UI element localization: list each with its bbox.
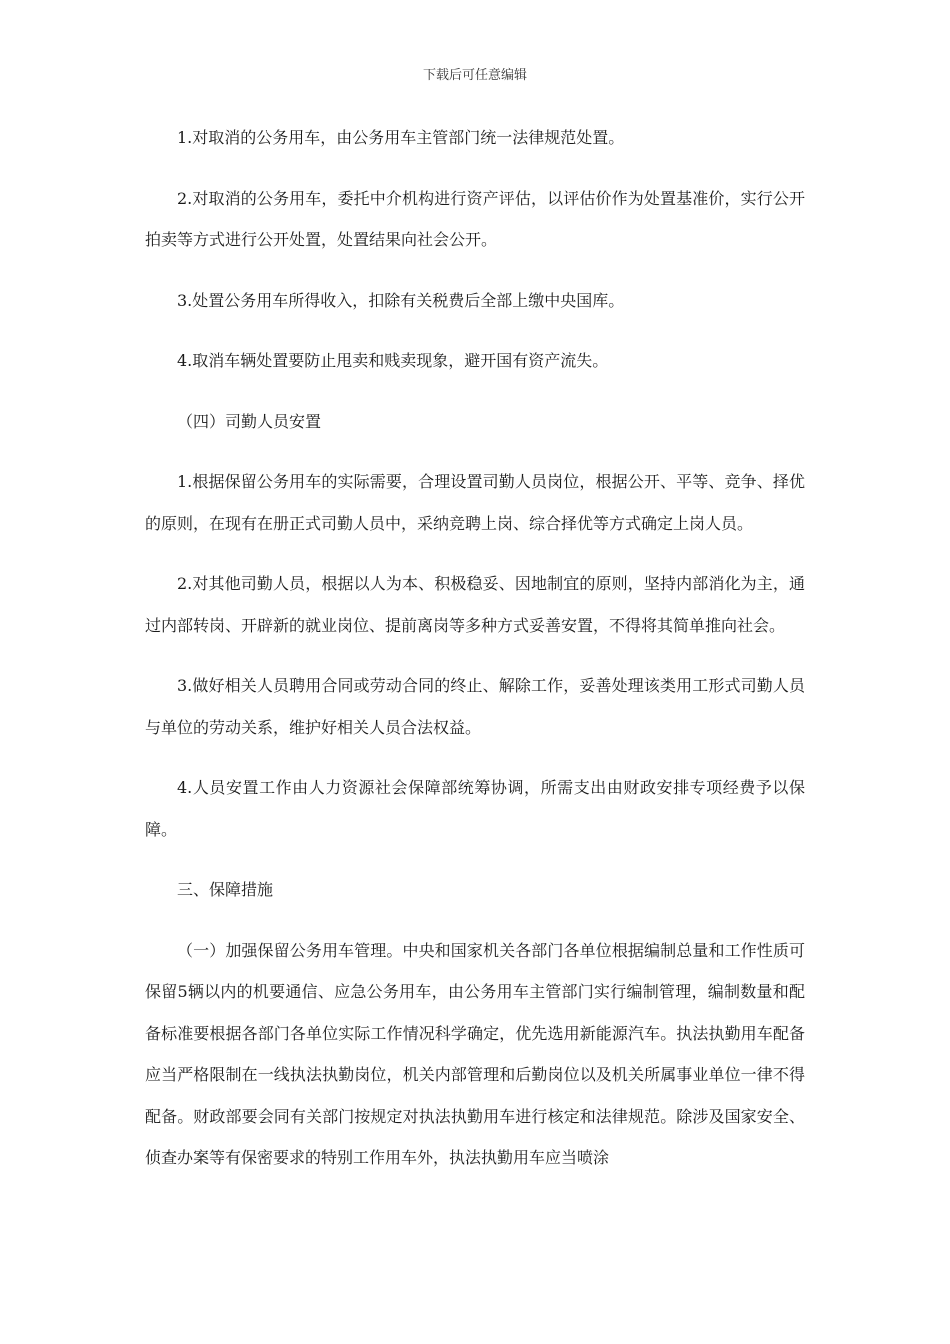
- document-body: [145, 117, 805, 1198]
- section-heading-3: 三、保障措施: [177, 880, 274, 899]
- paragraph-3: 3.处置公务用车所得收入，扣除有关税费后全部上缴中央国库。: [177, 290, 625, 310]
- paragraph-4: 4.取消车辆处置要防止甩卖和贱卖现象，避开国有资产流失。: [177, 351, 609, 370]
- page-header: 下载后可任意编辑: [422, 68, 527, 83]
- paragraph-5: 1.根据保留公务用车的实际需要，合理设置司勤人员岗位，根据公开、平等、竞争、择优的原则，在现有在册正式司勤人员中，采纳竞聘上岗、综合择优等方式确定上岗人员。: [145, 472, 805, 533]
- paragraph-7: 3.做好相关人员聘用合同或劳动合同的终止、解除工作，妥善处理该类用工形式司勤人员与单位的劳动关系，维护好相关人员合法权益。: [145, 676, 805, 737]
- paragraph-6: 2.对其他司勤人员，根据以人为本、积极稳妥、因地制宜的原则，坚持内部消化为主，通过内部转岗、开辟新的就业岗位、提前离岗等多种方式妥善安置，不得将其简单推向社会。: [145, 574, 805, 635]
- paragraph-2: 2.对取消的公务用车，委托中介机构进行资产评估，以评估价作为处置基准价，实行公开拍卖等方式进行公开处置，处置结果向社会公开。: [145, 188, 805, 249]
- paragraph-9: （一）加强保留公务用车管理。中央和国家机关各部门各单位根据编制总量和工作性质可保留5辆以内的机要通信、应急公务用车，由公务用车主管部门实行编制管理，编制数量和配备标准要根据各部门各单位实际工作情况科学确定，优先选用新能源汽车。执法执勤用车配备应当严格限制在一线执法执勤岗位，机关内部管理和后勤岗位以及机关所属事业单位一律不得配备。财政部要会同有关部门按规定对执法执勤用车进行核定和法律规范。除涉及国家安全、侦查办案等有保密要求的特别工作用车外，执法执勤用车应当喷涂: [145, 940, 805, 1167]
- section-heading-4: （四）司勤人员安置: [177, 411, 322, 431]
- paragraph-1: 1.对取消的公务用车，由公务用车主管部门统一法律规范处置。: [177, 128, 625, 147]
- paragraph-8: 4.人员安置工作由人力资源社会保障部统筹协调，所需支出由财政安排专项经费予以保障。: [145, 778, 805, 839]
